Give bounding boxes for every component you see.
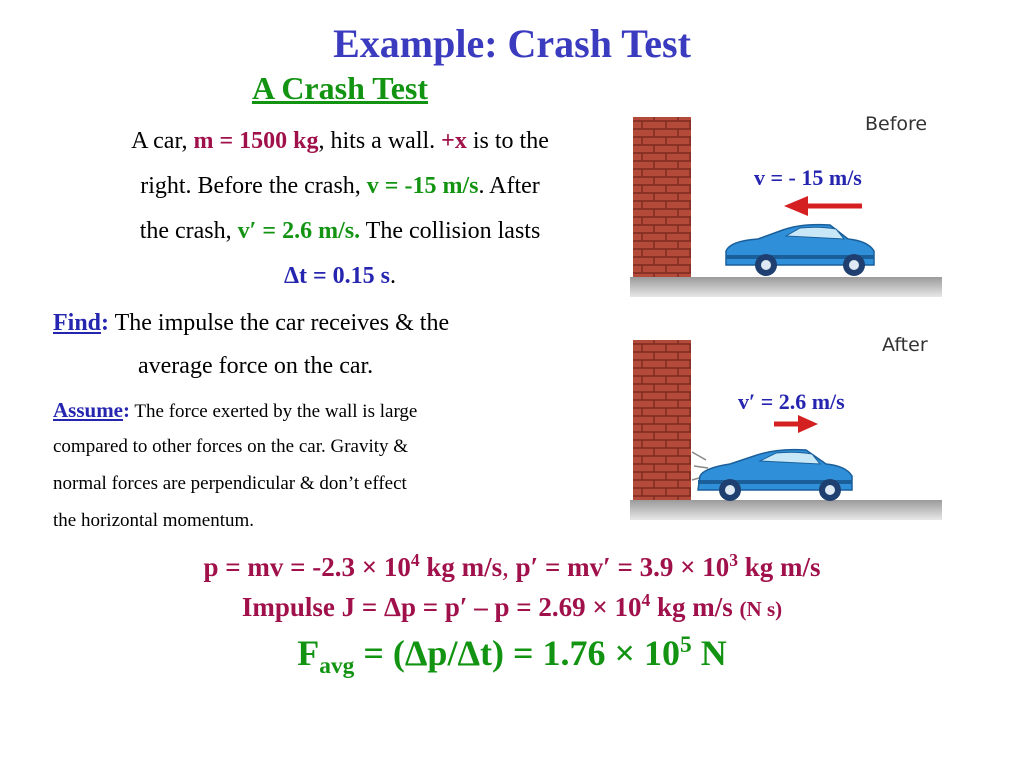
after-label: After: [882, 334, 928, 356]
brick-wall-icon: [633, 117, 691, 277]
problem-line-2: [40, 171, 640, 201]
initial-velocity: v = -15 m/s: [366, 173, 479, 199]
exponent: 5: [680, 632, 692, 658]
unit-note: (N s): [739, 597, 783, 621]
assume-label: Assume: [53, 398, 124, 422]
ground: [630, 500, 942, 520]
eq-text: N: [691, 633, 727, 673]
arrow-right-icon: [774, 415, 818, 433]
problem-text: . After: [478, 173, 540, 199]
eq-text: Impulse J = Δp = p′ – p = 2.69 × 10: [241, 592, 642, 622]
page-title: Example: Crash Test: [333, 21, 691, 66]
assume-line-1: [53, 396, 653, 426]
eq-text: kg m/s: [738, 552, 821, 582]
after-velocity-label: v′ = 2.6 m/s: [738, 389, 845, 414]
positive-direction: +x: [441, 128, 467, 154]
eq-text: F: [297, 633, 320, 673]
problem-line-4: [40, 261, 640, 291]
eq-text: p = mv = -2.3 × 10: [203, 552, 411, 582]
final-velocity: v′ = 2.6 m/s.: [237, 218, 361, 244]
arrow-left-icon: [784, 196, 862, 216]
ground: [630, 277, 942, 297]
eq-text: = (Δp/Δt) = 1.76 × 10: [354, 633, 681, 673]
momentum-equation: [0, 552, 1024, 583]
problem-text: The collision lasts: [360, 218, 541, 244]
find-text: average force on the car.: [138, 353, 374, 379]
assume-colon: :: [123, 398, 131, 422]
find-label: Find: [53, 310, 102, 336]
assume-line-2: compared to other forces on the car. Gravity &: [53, 436, 409, 457]
exponent: 4: [410, 550, 420, 570]
eq-text: kg m/s: [650, 592, 740, 622]
problem-text: A car,: [131, 128, 194, 154]
assume-line-3: normal forces are perpendicular & don’t effect: [53, 473, 407, 494]
mass-value: m = 1500 kg: [193, 128, 319, 154]
section-heading: A Crash Test: [251, 70, 429, 106]
collision-duration: Δt = 0.15 s: [283, 263, 391, 289]
assume-text: The force exerted by the wall is large: [130, 401, 418, 422]
force-equation: [0, 632, 1024, 680]
exponent: 4: [641, 590, 651, 610]
exponent: 3: [729, 550, 739, 570]
before-velocity-label: v = - 15 m/s: [754, 165, 862, 190]
eq-text: kg m/s: [419, 552, 503, 582]
find-line-1: [53, 308, 653, 338]
problem-line-3: [40, 216, 640, 246]
problem-text: is to the: [466, 128, 549, 154]
assume-line-4: the horizontal momentum.: [53, 510, 255, 531]
problem-text: .: [390, 263, 397, 289]
problem-text: , hits a wall.: [318, 128, 442, 154]
problem-line-1: [40, 126, 640, 156]
car-icon: [698, 450, 852, 501]
car-icon: [726, 225, 874, 276]
find-text: The impulse the car receives & the: [109, 310, 450, 336]
problem-text: right. Before the crash,: [140, 173, 367, 199]
after-illustration: [630, 328, 942, 528]
before-illustration: [630, 105, 942, 305]
eq-text: p′ = mv′ = 3.9 × 10: [515, 552, 730, 582]
subscript: avg: [319, 653, 355, 680]
find-colon: :: [101, 310, 110, 336]
brick-wall-icon: [633, 340, 691, 500]
before-label: Before: [865, 113, 928, 135]
after-scene: [630, 328, 942, 528]
before-scene: [630, 105, 942, 305]
eq-text: ,: [502, 552, 516, 582]
impulse-equation: [0, 592, 1024, 623]
problem-text: the crash,: [139, 218, 238, 244]
